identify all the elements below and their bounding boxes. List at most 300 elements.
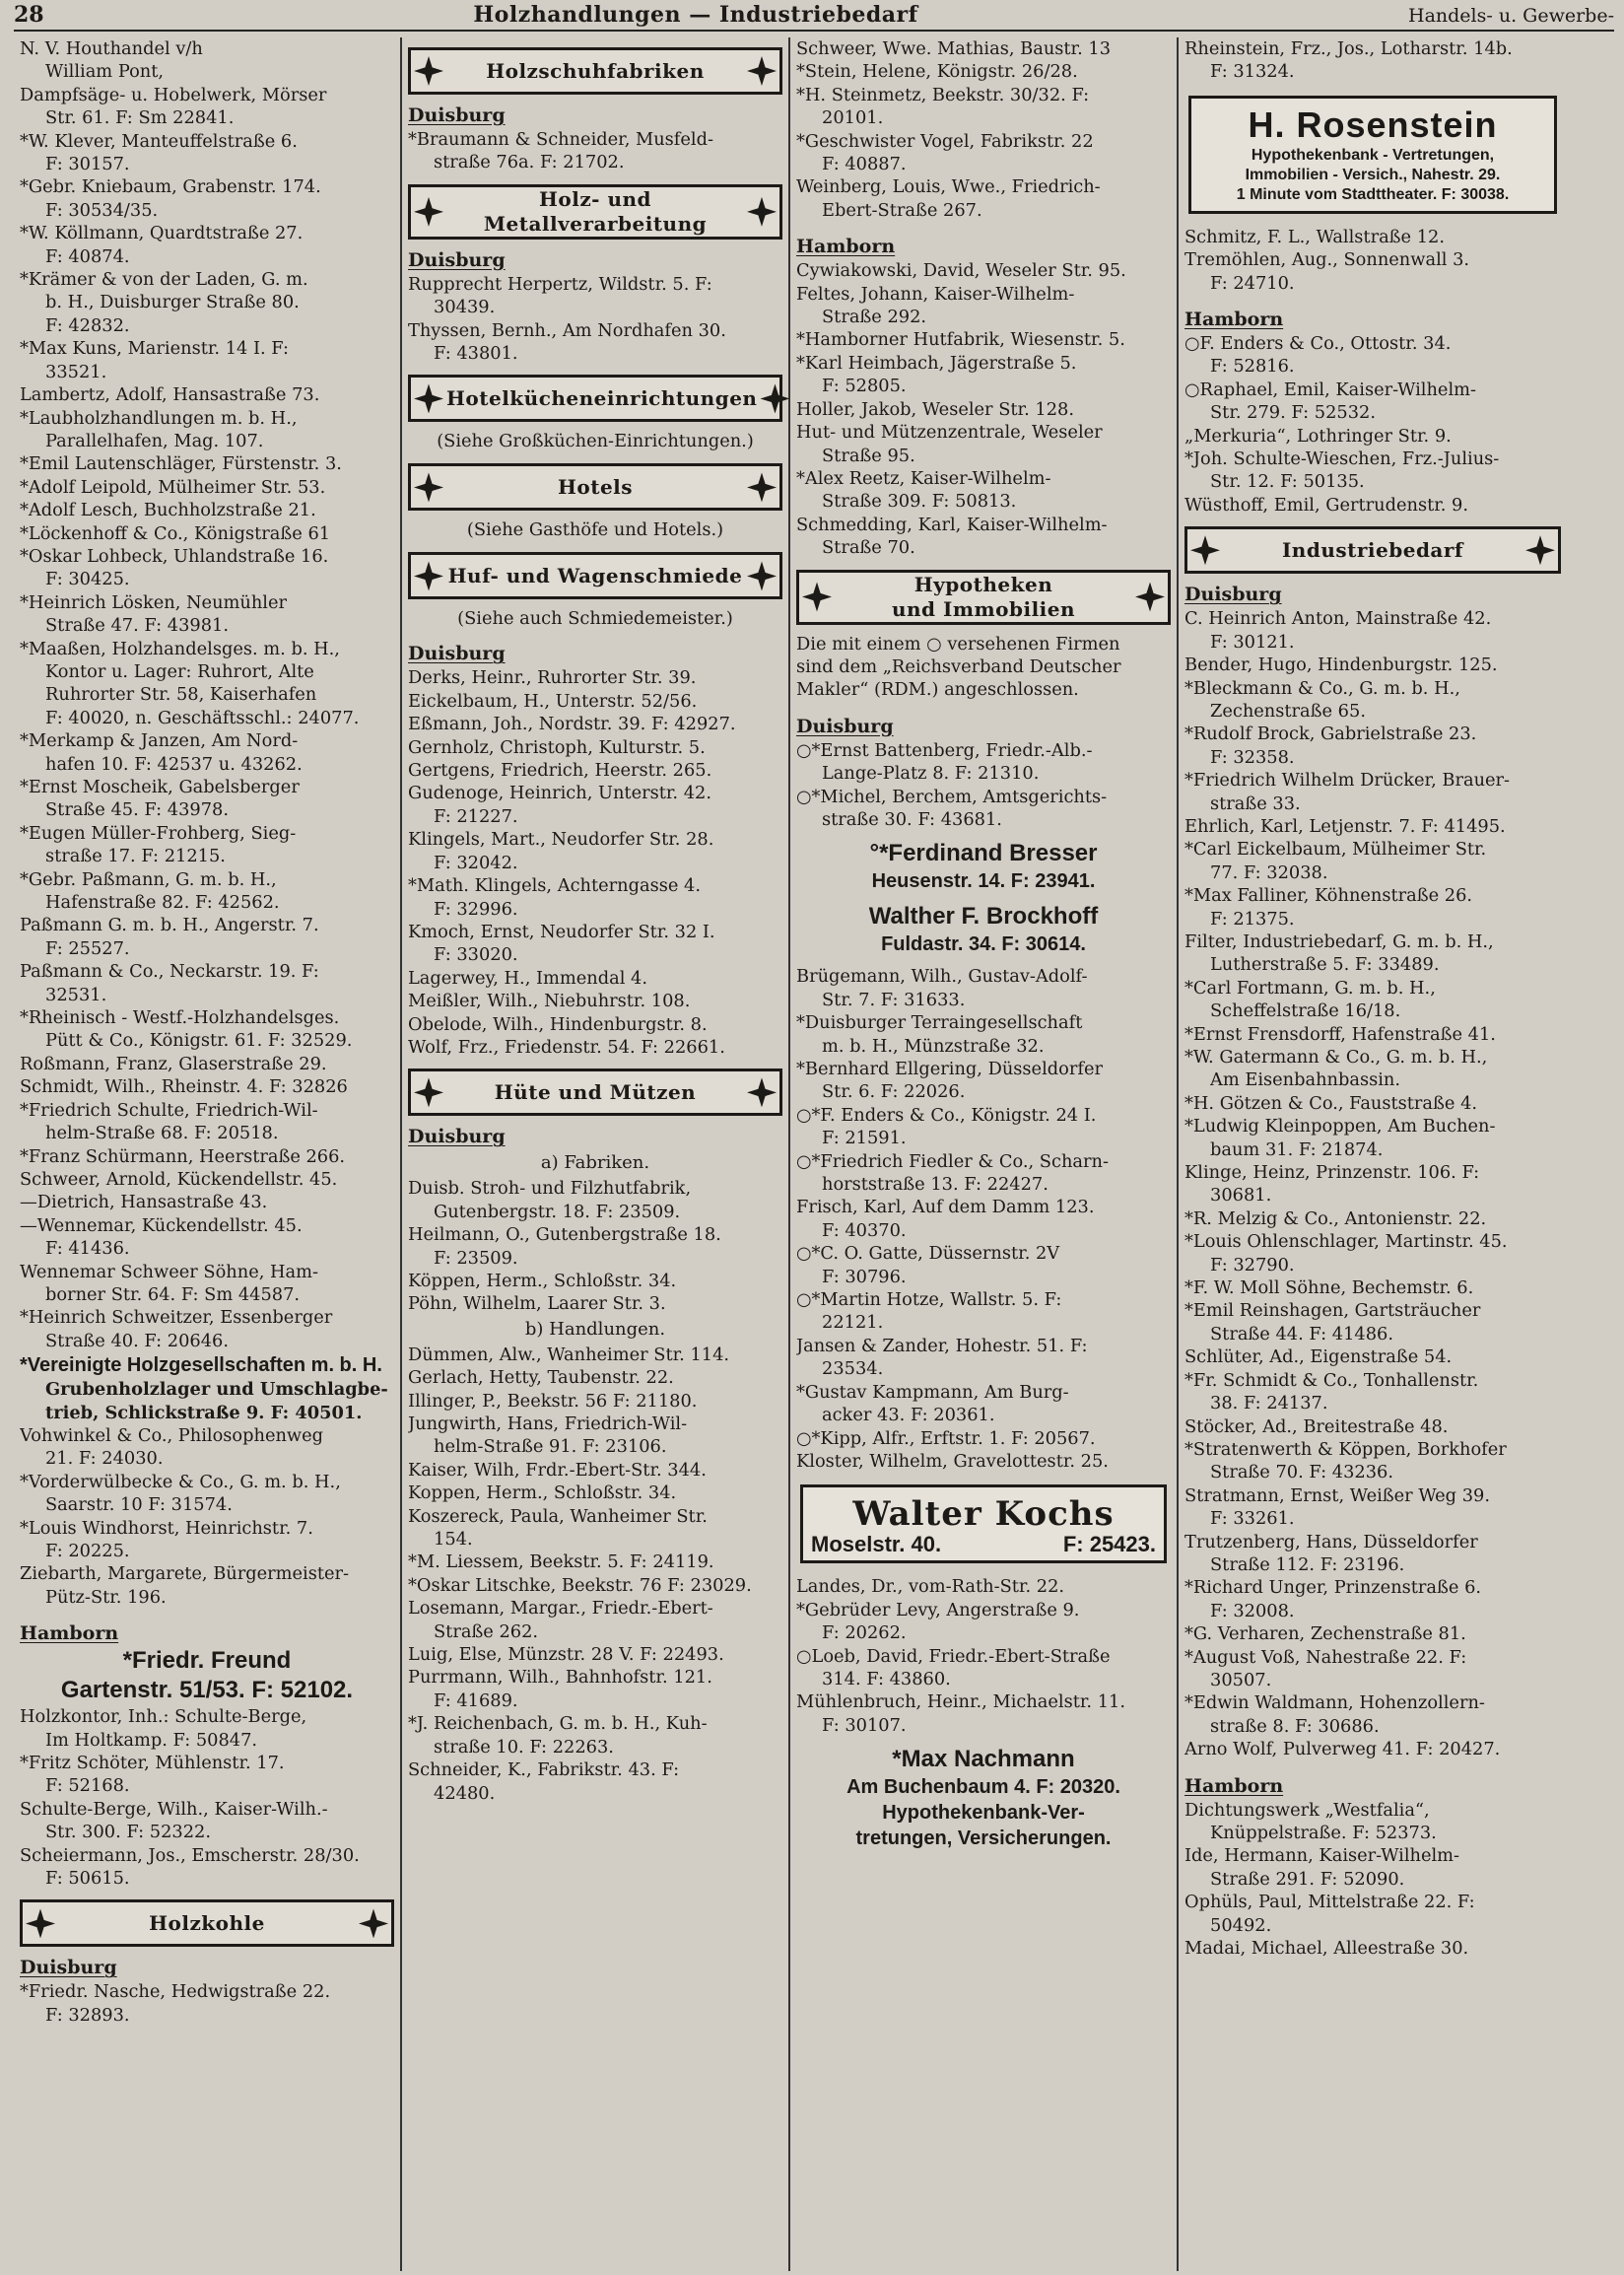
advertiser-name: H. Rosenstein [1248, 103, 1498, 145]
directory-entry: Klingels, Mart., Neudorfer Str. 28. [408, 829, 714, 851]
city-heading: Duisburg [408, 1126, 506, 1148]
entry-continuation: acker 43. F: 20361. [822, 1405, 995, 1426]
entry-continuation: 30681. [1210, 1185, 1272, 1206]
directory-entry: ○Loeb, David, Friedr.-Ebert-Straße [796, 1645, 1111, 1667]
display-entry: Am Buchenbaum 4. F: 20320. [846, 1776, 1120, 1799]
entry-continuation: straße 10. F: 22263. [434, 1736, 614, 1758]
entry-continuation: straße 76a. F: 21702. [434, 152, 625, 173]
directory-entry: Ziebarth, Margarete, Bürgermeister- [20, 1563, 350, 1585]
directory-entry: *Geschwister Vogel, Fabrikstr. 22 [796, 130, 1094, 152]
entry-continuation: Im Holtkamp. F: 50847. [45, 1729, 258, 1751]
entry-continuation: F: 31324. [1210, 61, 1295, 83]
entry-continuation: F: 33261. [1210, 1508, 1295, 1530]
directory-entry: ○*C. O. Gatte, Düssernstr. 2V [796, 1243, 1060, 1265]
entry-continuation: straße 17. F: 21215. [45, 846, 226, 867]
directory-entry: ○*Ernst Battenberg, Friedr.-Alb.- [796, 739, 1093, 761]
entry-continuation: 20101. [822, 107, 884, 129]
entry-continuation: F: 21375. [1210, 908, 1295, 930]
directory-entry: Filter, Industriebedarf, G. m. b. H., [1184, 931, 1494, 952]
section-title: Hüte und Mützen [494, 1079, 697, 1104]
entry-continuation: Str. 300. F: 52322. [45, 1822, 211, 1843]
entry-continuation: Str. 6. F: 22026. [822, 1081, 966, 1103]
ornament-icon [414, 472, 443, 502]
section-banner [408, 375, 782, 422]
entry-continuation: m. b. H., Münzstraße 32. [822, 1035, 1045, 1057]
entry-continuation: Straße 45. F: 43978. [45, 799, 229, 821]
ornament-icon [747, 197, 777, 227]
directory-entry: Heilmann, O., Gutenbergstraße 18. [408, 1224, 721, 1246]
column-1 [14, 37, 402, 2271]
cross-reference-note: (Siehe auch Schmiedemeister.) [457, 608, 733, 630]
city-heading: Duisburg [1184, 584, 1282, 606]
entry-continuation: F: 52168. [45, 1775, 130, 1797]
directory-entry: *Richard Unger, Prinzenstraße 6. [1184, 1577, 1482, 1599]
entry-continuation: 154. [434, 1529, 473, 1551]
directory-entry: *Adolf Leipold, Mülheimer Str. 53. [20, 476, 326, 498]
directory-entry: Luig, Else, Münzstr. 28 V. F: 22493. [408, 1644, 724, 1666]
directory-entry: —Wennemar, Kückendellstr. 45. [20, 1214, 303, 1236]
directory-entry: *R. Melzig & Co., Antonienstr. 22. [1184, 1207, 1487, 1229]
directory-entry: *Louis Windhorst, Heinrichstr. 7. [20, 1517, 313, 1539]
directory-entry: *Hamborner Hutfabrik, Wiesenstr. 5. [796, 329, 1125, 351]
ornament-icon [414, 383, 443, 413]
directory-entry: ○Raphael, Emil, Kaiser-Wilhelm- [1184, 379, 1477, 400]
directory-entry: Mühlenbruch, Heinr., Michaelstr. 11. [796, 1691, 1126, 1713]
entry-continuation: Lange-Platz 8. F: 21310. [822, 763, 1040, 785]
directory-entry: Gernholz, Christoph, Kulturstr. 5. [408, 736, 706, 758]
directory-entry: *Löckenhoff & Co., Königstraße 61 [20, 522, 331, 544]
directory-entry: *Edwin Waldmann, Hohenzollern- [1184, 1692, 1485, 1714]
subsection-heading: b) Handlungen. [524, 1318, 666, 1340]
entry-continuation: Straße 70. [822, 537, 915, 559]
entry-continuation: 32531. [45, 984, 107, 1005]
spacer [796, 957, 1171, 965]
directory-entry: *Rudolf Brock, Gabrielstraße 23. [1184, 724, 1477, 745]
section-banner [408, 1069, 782, 1116]
directory-entry: Wolf, Frz., Friedenstr. 54. F: 22661. [408, 1036, 725, 1058]
entry-continuation: 30507. [1210, 1669, 1272, 1690]
directory-entry: Stratmann, Ernst, Weißer Weg 39. [1184, 1484, 1490, 1506]
directory-entry: *Ludwig Kleinpoppen, Am Buchen- [1184, 1116, 1496, 1138]
entry-continuation: Straße 44. F: 41486. [1210, 1323, 1393, 1344]
entry-continuation: helm-Straße 91. F: 23106. [434, 1436, 667, 1458]
advertisement-box [1188, 96, 1557, 214]
section-title: Hypotheken und Immobilien [891, 572, 1076, 621]
entry-continuation: Grubenholzlager und Umschlagbe- [45, 1379, 388, 1401]
directory-entry: Wüsthoff, Emil, Gertrudenstr. 9. [1184, 494, 1469, 516]
directory-entry: *Emil Lautenschläger, Fürstenstr. 3. [20, 453, 342, 475]
ornament-icon [414, 1077, 443, 1107]
entry-continuation: Lutherstraße 5. F: 33489. [1210, 954, 1440, 976]
section-banner [408, 463, 782, 511]
entry-continuation: 22121. [822, 1312, 884, 1334]
directory-entry: Gerlach, Hetty, Taubenstr. 22. [408, 1367, 674, 1389]
entry-continuation: Straße 40. F: 20646. [45, 1330, 229, 1351]
directory-entry: *Oskar Litschke, Beekstr. 76 F: 23029. [408, 1574, 752, 1596]
spacer [1184, 295, 1561, 303]
display-entry: Fuldastr. 34. F: 30614. [881, 933, 1086, 956]
entry-continuation: F: 25527. [45, 937, 130, 959]
directory-entry: Ide, Hermann, Kaiser-Wilhelm- [1184, 1845, 1460, 1867]
directory-entry: Schneider, K., Fabrikstr. 43. F: [408, 1759, 680, 1781]
section-banner [408, 552, 782, 599]
section-title: Holz- und Metallverarbeitung [483, 186, 708, 236]
section-title: Holzschuhfabriken [486, 58, 705, 83]
entry-continuation: Straße 291. F: 52090. [1210, 1868, 1405, 1890]
directory-entry: *Gebr. Kniebaum, Grabenstr. 174. [20, 176, 321, 198]
directory-entry: *Rheinisch - Westf.-Holzhandelsges. [20, 1007, 340, 1029]
directory-entry: Tremöhlen, Aug., Sonnenwall 3. [1184, 249, 1470, 271]
entry-continuation: F: 30425. [45, 569, 130, 590]
directory-entry: Rupprecht Herpertz, Wildstr. 5. F: [408, 273, 712, 295]
directory-entry: Brügemann, Wilh., Gustav-Adolf- [796, 966, 1088, 988]
entry-continuation: F: 40020, n. Geschäftsschl.: 24077. [45, 707, 360, 728]
directory-entry: Gudenoge, Heinrich, Unterstr. 42. [408, 783, 712, 804]
directory-entry: *Fritz Schöter, Mühlenstr. 17. [20, 1753, 285, 1774]
running-head-right: Handels- u. Gewerbe- [1408, 5, 1614, 27]
directory-entry: Dümmen, Alw., Wanheimer Str. 114. [408, 1344, 730, 1365]
ornament-icon [26, 1908, 55, 1938]
directory-entry: Arno Wolf, Pulverweg 41. F: 20427. [1184, 1739, 1501, 1760]
ornament-icon [1525, 535, 1555, 565]
directory-entry: ○F. Enders & Co., Ottostr. 34. [1184, 333, 1452, 355]
display-entry: °*Ferdinand Bresser [869, 840, 1098, 867]
directory-entry: Dampfsäge- u. Hobelwerk, Mörser [20, 84, 327, 105]
display-entry: Walther F. Brockhoff [868, 903, 1099, 931]
directory-entry: *M. Liessem, Beekstr. 5. F: 24119. [408, 1551, 714, 1573]
column-4 [1179, 37, 1567, 2271]
directory-entry: Lagerwey, H., Immendal 4. [408, 967, 648, 989]
directory-entry: *Krämer & von der Laden, G. m. [20, 269, 308, 291]
directory-entry: Vohwinkel & Co., Philosophenweg [20, 1424, 324, 1446]
spacer [796, 222, 1171, 230]
entry-continuation: helm-Straße 68. F: 20518. [45, 1123, 279, 1144]
entry-continuation: F: 30107. [822, 1714, 907, 1736]
directory-entry: *Vorderwülbecke & Co., G. m. b. H., [20, 1471, 341, 1492]
directory-columns [14, 37, 1614, 2271]
entry-continuation: Am Eisenbahnbassin. [1210, 1069, 1401, 1091]
entry-continuation: Ruhrorter Str. 58, Kaiserhafen [45, 684, 317, 706]
entry-continuation: borner Str. 64. F: Sm 44587. [45, 1283, 301, 1305]
directory-entry: ○*F. Enders & Co., Königstr. 24 I. [796, 1104, 1097, 1126]
directory-entry: *Adolf Lesch, Buchholzstraße 21. [20, 500, 316, 521]
directory-entry: Obelode, Wilh., Hindenburgstr. 8. [408, 1013, 708, 1035]
spacer [796, 702, 1171, 710]
entry-continuation: F: 24710. [1210, 272, 1295, 294]
directory-entry: Derks, Heinr., Ruhrorter Str. 39. [408, 667, 697, 689]
entry-continuation: Straße 47. F: 43981. [45, 615, 229, 637]
entry-continuation: Pütz-Str. 196. [45, 1586, 167, 1608]
entry-continuation: Straße 70. F: 43236. [1210, 1462, 1393, 1483]
city-heading: Duisburg [20, 1957, 117, 1979]
ornament-icon [747, 56, 777, 86]
directory-entry: *Duisburger Terraingesellschaft [796, 1012, 1083, 1034]
directory-entry: Stöcker, Ad., Breitestraße 48. [1184, 1415, 1449, 1437]
directory-entry: Trutzenberg, Hans, Düsseldorfer [1184, 1531, 1478, 1552]
entry-continuation: Kontor u. Lager: Ruhrort, Alte [45, 660, 314, 682]
directory-entry: *Heinrich Lösken, Neumühler [20, 591, 288, 613]
entry-continuation: baum 31. F: 21874. [1210, 1138, 1384, 1160]
directory-entry: *Bernhard Ellgering, Düsseldorfer [796, 1059, 1103, 1079]
city-heading: Duisburg [408, 248, 506, 271]
directory-entry: Makler“ (RDM.) angeschlossen. [796, 679, 1079, 701]
section-banner [408, 184, 782, 240]
directory-entry: Roßmann, Franz, Glaserstraße 29. [20, 1053, 327, 1074]
city-heading: Hamborn [1184, 309, 1284, 331]
directory-entry: Schweer, Arnold, Kückendellstr. 45. [20, 1168, 338, 1190]
spacer [20, 1609, 394, 1617]
entry-continuation: Ebert-Straße 267. [822, 199, 982, 221]
display-entry: *Vereinigte Holzgesellschaften m. b. H. [20, 1354, 382, 1377]
directory-entry: *Stein, Helene, Königstr. 26/28. [796, 61, 1078, 83]
directory-entry: *Carl Eickelbaum, Mülheimer Str. [1184, 839, 1487, 861]
section-title: Hotelkücheneinrichtungen [446, 385, 758, 410]
directory-entry: Holler, Jakob, Weseler Str. 128. [796, 398, 1074, 420]
directory-entry: *Eugen Müller-Frohberg, Sieg- [20, 822, 297, 844]
spacer [796, 1737, 1171, 1745]
entry-continuation: Zechenstraße 65. [1210, 700, 1366, 722]
directory-entry: *Max Falliner, Köhnenstraße 26. [1184, 885, 1473, 907]
directory-entry: *W. Klever, Manteuffelstraße 6. [20, 130, 298, 152]
section-banner [408, 47, 782, 95]
directory-entry: Klinge, Heinz, Prinzenstr. 106. F: [1184, 1162, 1480, 1184]
column-2 [402, 37, 790, 2271]
entry-continuation: 21. F: 24030. [45, 1448, 164, 1470]
entry-continuation: straße 30. F: 43681. [822, 808, 1002, 830]
directory-entry: *Laubholzhandlungen m. b. H., [20, 407, 298, 429]
directory-entry: *H. Steinmetz, Beekstr. 30/32. F: [796, 84, 1090, 105]
entry-continuation: Straße 112. F: 23196. [1210, 1553, 1405, 1575]
ornament-icon [414, 56, 443, 86]
directory-entry: *Heinrich Schweitzer, Essenberger [20, 1307, 333, 1329]
section-title: Industriebedarf [1281, 537, 1464, 562]
directory-entry: Eickelbaum, H., Unterstr. 52/56. [408, 690, 698, 712]
ornament-icon [414, 197, 443, 227]
directory-entry: Ophüls, Paul, Mittelstraße 22. F: [1184, 1892, 1475, 1913]
ad-address: Moselstr. 40. [811, 1532, 942, 1557]
directory-entry: Holzkontor, Inh.: Schulte-Berge, [20, 1706, 307, 1728]
page-number: 28 [14, 2, 44, 28]
entry-continuation: Straße 95. [822, 445, 915, 466]
directory-entry: Weinberg, Louis, Wwe., Friedrich- [796, 176, 1101, 198]
directory-entry: Paßmann G. m. b. H., Angerstr. 7. [20, 915, 319, 936]
entry-continuation: F: 41436. [45, 1238, 130, 1260]
directory-entry: Illinger, P., Beekstr. 56 F: 21180. [408, 1390, 698, 1412]
entry-continuation: trieb, Schlickstraße 9. F: 40501. [45, 1402, 363, 1423]
section-banner [20, 1899, 394, 1947]
directory-entry: *Math. Klingels, Achterngasse 4. [408, 875, 701, 897]
directory-entry: *W. Gatermann & Co., G. m. b. H., [1184, 1047, 1488, 1068]
ornament-icon [1190, 535, 1220, 565]
directory-entry: Kloster, Wilhelm, Gravelottestr. 25. [796, 1450, 1109, 1472]
entry-continuation: F: 33020. [434, 944, 518, 966]
display-entry: tretungen, Versicherungen. [855, 1827, 1112, 1850]
directory-entry: *Braumann & Schneider, Musfeld- [408, 129, 713, 150]
entry-continuation: F: 41689. [434, 1689, 518, 1711]
directory-entry: *H. Götzen & Co., Fauststraße 4. [1184, 1092, 1478, 1114]
directory-entry: Schlüter, Ad., Eigenstraße 54. [1184, 1346, 1453, 1368]
entry-continuation: F: 32042. [434, 852, 518, 873]
directory-entry: sind dem „Reichsverband Deutscher [796, 655, 1121, 677]
ornament-icon [414, 561, 443, 590]
ornament-icon [747, 561, 777, 590]
entry-continuation: F: 30796. [822, 1266, 907, 1287]
ad-phone: F: 25423. [1062, 1532, 1156, 1557]
directory-entry: Rheinstein, Frz., Jos., Lotharstr. 14b. [1184, 38, 1513, 59]
entry-continuation: 77. F: 32038. [1210, 862, 1328, 883]
entry-continuation: Straße 292. [822, 307, 927, 328]
entry-continuation: 38. F: 24137. [1210, 1393, 1328, 1414]
directory-entry: Lambertz, Adolf, Hansastraße 73. [20, 384, 320, 406]
directory-entry: *Friedrich Wilhelm Drücker, Brauer- [1184, 770, 1511, 792]
directory-entry: Hut- und Mützenzentrale, Weseler [796, 422, 1103, 444]
directory-entry: Schmidt, Wilh., Rheinstr. 4. F: 32826 [20, 1076, 348, 1098]
directory-entry: *Maaßen, Holzhandelsges. m. b. H., [20, 638, 340, 659]
section-title: Hotels [557, 474, 634, 499]
entry-continuation: F: 32008. [1210, 1600, 1295, 1621]
directory-entry: Kmoch, Ernst, Neudorfer Str. 32 I. [408, 921, 715, 942]
advertisement-body [811, 1532, 1156, 1557]
directory-entry: *August Voß, Nahestraße 22. F: [1184, 1646, 1467, 1668]
directory-entry: Schmitz, F. L., Wallstraße 12. [1184, 226, 1445, 247]
directory-entry: Landes, Dr., vom-Rath-Str. 22. [796, 1576, 1065, 1598]
directory-entry: Madai, Michael, Alleestraße 30. [1184, 1938, 1469, 1960]
entry-continuation: F: 32358. [1210, 746, 1295, 768]
directory-entry: *Emil Reinshagen, Gartsträucher [1184, 1300, 1481, 1322]
entry-continuation: F: 42832. [45, 314, 130, 336]
directory-entry: Purrmann, Wilh., Bahnhofstr. 121. [408, 1667, 712, 1689]
entry-continuation: Str. 12. F: 50135. [1210, 471, 1365, 493]
directory-entry: Losemann, Margar., Friedr.-Ebert- [408, 1598, 713, 1620]
entry-continuation: F: 32790. [1210, 1254, 1295, 1275]
display-entry: Gartenstr. 51/53. F: 52102. [60, 1677, 354, 1704]
entry-continuation: 42480. [434, 1782, 496, 1804]
directory-entry: *Merkamp & Janzen, Am Nord- [20, 730, 299, 752]
directory-entry: *Franz Schürmann, Heerstraße 266. [20, 1145, 346, 1167]
directory-entry: *Louis Ohlenschlager, Martinstr. 45. [1184, 1231, 1508, 1253]
directory-entry: *Joh. Schulte-Wieschen, Frz.-Julius- [1184, 448, 1500, 470]
directory-entry: *Carl Fortmann, G. m. b. H., [1184, 977, 1436, 999]
entry-continuation: Scheffelstraße 16/18. [1210, 1000, 1401, 1022]
section-title: Holzkohle [149, 1910, 265, 1935]
directory-entry: Pöhn, Wilhelm, Laarer Str. 3. [408, 1293, 666, 1315]
entry-continuation: 23534. [822, 1358, 884, 1380]
entry-continuation: F: 52816. [1210, 356, 1295, 378]
entry-continuation: F: 32893. [45, 2004, 130, 2026]
entry-continuation: 314. F: 43860. [822, 1668, 951, 1689]
entry-continuation: 50492. [1210, 1914, 1272, 1936]
directory-entry: Wennemar Schweer Söhne, Ham- [20, 1261, 318, 1282]
directory-entry: *Gebrüder Levy, Angerstraße 9. [796, 1599, 1080, 1620]
entry-continuation: F: 21227. [434, 805, 518, 827]
section-banner [796, 570, 1171, 625]
entry-continuation: F: 30157. [45, 154, 130, 175]
page-header [14, 2, 1614, 32]
advertisement-body: Hypothekenbank - Vertretungen, Immobilien - Versich., Nahestr. 29. 1 Minute vom Stadttheater. F: 30038. [1236, 146, 1510, 203]
entry-continuation: horststraße 13. F: 22427. [822, 1174, 1049, 1196]
advertisement-box [800, 1484, 1167, 1563]
directory-entry: Jansen & Zander, Hohestr. 51. F: [796, 1335, 1088, 1356]
directory-entry: Paßmann & Co., Neckarstr. 19. F: [20, 961, 319, 983]
section-title: Huf- und Wagenschmiede [447, 563, 743, 587]
directory-entry: Kaiser, Wilh, Frdr.-Ebert-Str. 344. [408, 1459, 707, 1481]
directory-entry: *Friedrich Schulte, Friedrich-Wil- [20, 1099, 318, 1121]
entry-continuation: Str. 61. F: Sm 22841. [45, 107, 235, 129]
entry-continuation: Gutenbergstr. 18. F: 23509. [434, 1201, 681, 1222]
directory-entry: *Gustav Kampmann, Am Burg- [796, 1381, 1069, 1403]
ornament-icon [747, 472, 777, 502]
entry-continuation: William Pont, [45, 61, 165, 83]
directory-entry: *Max Kuns, Marienstr. 14 I. F: [20, 338, 289, 360]
directory-entry: *Oskar Lohbeck, Uhlandstraße 16. [20, 545, 329, 567]
entry-continuation: F: 40887. [822, 154, 907, 175]
entry-continuation: straße 33. [1210, 793, 1301, 814]
advertiser-name: Walter Kochs [852, 1494, 1115, 1535]
directory-entry: Bender, Hugo, Hindenburgstr. 125. [1184, 655, 1498, 676]
directory-entry: *J. Reichenbach, G. m. b. H., Kuh- [408, 1713, 708, 1735]
entry-continuation: F: 20262. [822, 1622, 907, 1644]
section-banner [1184, 526, 1561, 574]
directory-entry: *Stratenwerth & Köppen, Borkhofer [1184, 1438, 1507, 1460]
directory-entry: *Fr. Schmidt & Co., Tonhallenstr. [1184, 1369, 1479, 1391]
entry-continuation: F: 40874. [45, 245, 130, 267]
directory-entry: Dichtungswerk „Westfalia“, [1184, 1799, 1430, 1821]
directory-entry: —Dietrich, Hansastraße 43. [20, 1192, 268, 1213]
column-3 [790, 37, 1179, 2271]
entry-continuation: hafen 10. F: 42537 u. 43262. [45, 753, 303, 775]
entry-continuation: Str. 7. F: 31633. [822, 989, 966, 1010]
entry-continuation: F: 40370. [822, 1219, 907, 1241]
display-entry: *Max Nachmann [892, 1746, 1075, 1773]
entry-continuation: F: 32996. [434, 898, 518, 920]
display-entry: *Friedr. Freund [122, 1647, 292, 1675]
entry-continuation: straße 8. F: 30686. [1210, 1715, 1380, 1737]
directory-entry: Koppen, Herm., Schloßstr. 34. [408, 1482, 677, 1504]
directory-entry: Jungwirth, Hans, Friedrich-Wil- [408, 1413, 688, 1434]
entry-continuation: F: 50615. [45, 1868, 130, 1890]
directory-entry: Die mit einem ○ versehenen Firmen [796, 633, 1120, 655]
directory-entry: Thyssen, Bernh., Am Nordhafen 30. [408, 319, 726, 341]
directory-entry: Ehrlich, Karl, Letjenstr. 7. F: 41495. [1184, 815, 1506, 837]
directory-entry: *G. Verharen, Zechenstraße 81. [1184, 1623, 1466, 1645]
directory-entry: Koszereck, Paula, Wanheimer Str. [408, 1505, 708, 1527]
spacer [796, 894, 1171, 902]
directory-entry: Eßmann, Joh., Nordstr. 39. F: 42927. [408, 714, 736, 735]
entry-continuation: b. H., Duisburger Straße 80. [45, 292, 300, 313]
directory-entry: Duisb. Stroh- und Filzhutfabrik, [408, 1178, 692, 1200]
directory-entry: *Friedr. Nasche, Hedwigstraße 22. [20, 1981, 331, 2003]
entry-continuation: 30439. [434, 297, 496, 318]
directory-entry: *F. W. Moll Söhne, Bechemstr. 6. [1184, 1277, 1474, 1299]
spacer [1184, 1761, 1561, 1769]
directory-entry: *Ernst Frensdorff, Hafenstraße 41. [1184, 1023, 1496, 1045]
entry-continuation: Knüppelstraße. F: 52373. [1210, 1823, 1437, 1843]
entry-continuation: F: 21591. [822, 1128, 907, 1149]
directory-entry: *Karl Heimbach, Jägerstraße 5. [796, 352, 1077, 374]
entry-continuation: Parallelhafen, Mag. 107. [45, 430, 264, 451]
directory-entry: „Merkuria“, Lothringer Str. 9. [1184, 425, 1452, 447]
city-heading: Duisburg [408, 643, 506, 665]
ornament-icon [802, 583, 832, 612]
directory-entry: *Alex Reetz, Kaiser-Wilhelm- [796, 467, 1051, 489]
directory-entry: Cywiakowski, David, Weseler Str. 95. [796, 260, 1126, 282]
entry-continuation: 33521. [45, 361, 107, 382]
directory-entry: Gertgens, Friedrich, Heerstr. 265. [408, 760, 712, 782]
entry-continuation: Hafenstraße 82. F: 42562. [45, 892, 280, 914]
city-heading: Hamborn [20, 1622, 119, 1645]
entry-continuation: Str. 279. F: 52532. [1210, 402, 1376, 424]
directory-entry: *Bleckmann & Co., G. m. b. H., [1184, 677, 1460, 699]
